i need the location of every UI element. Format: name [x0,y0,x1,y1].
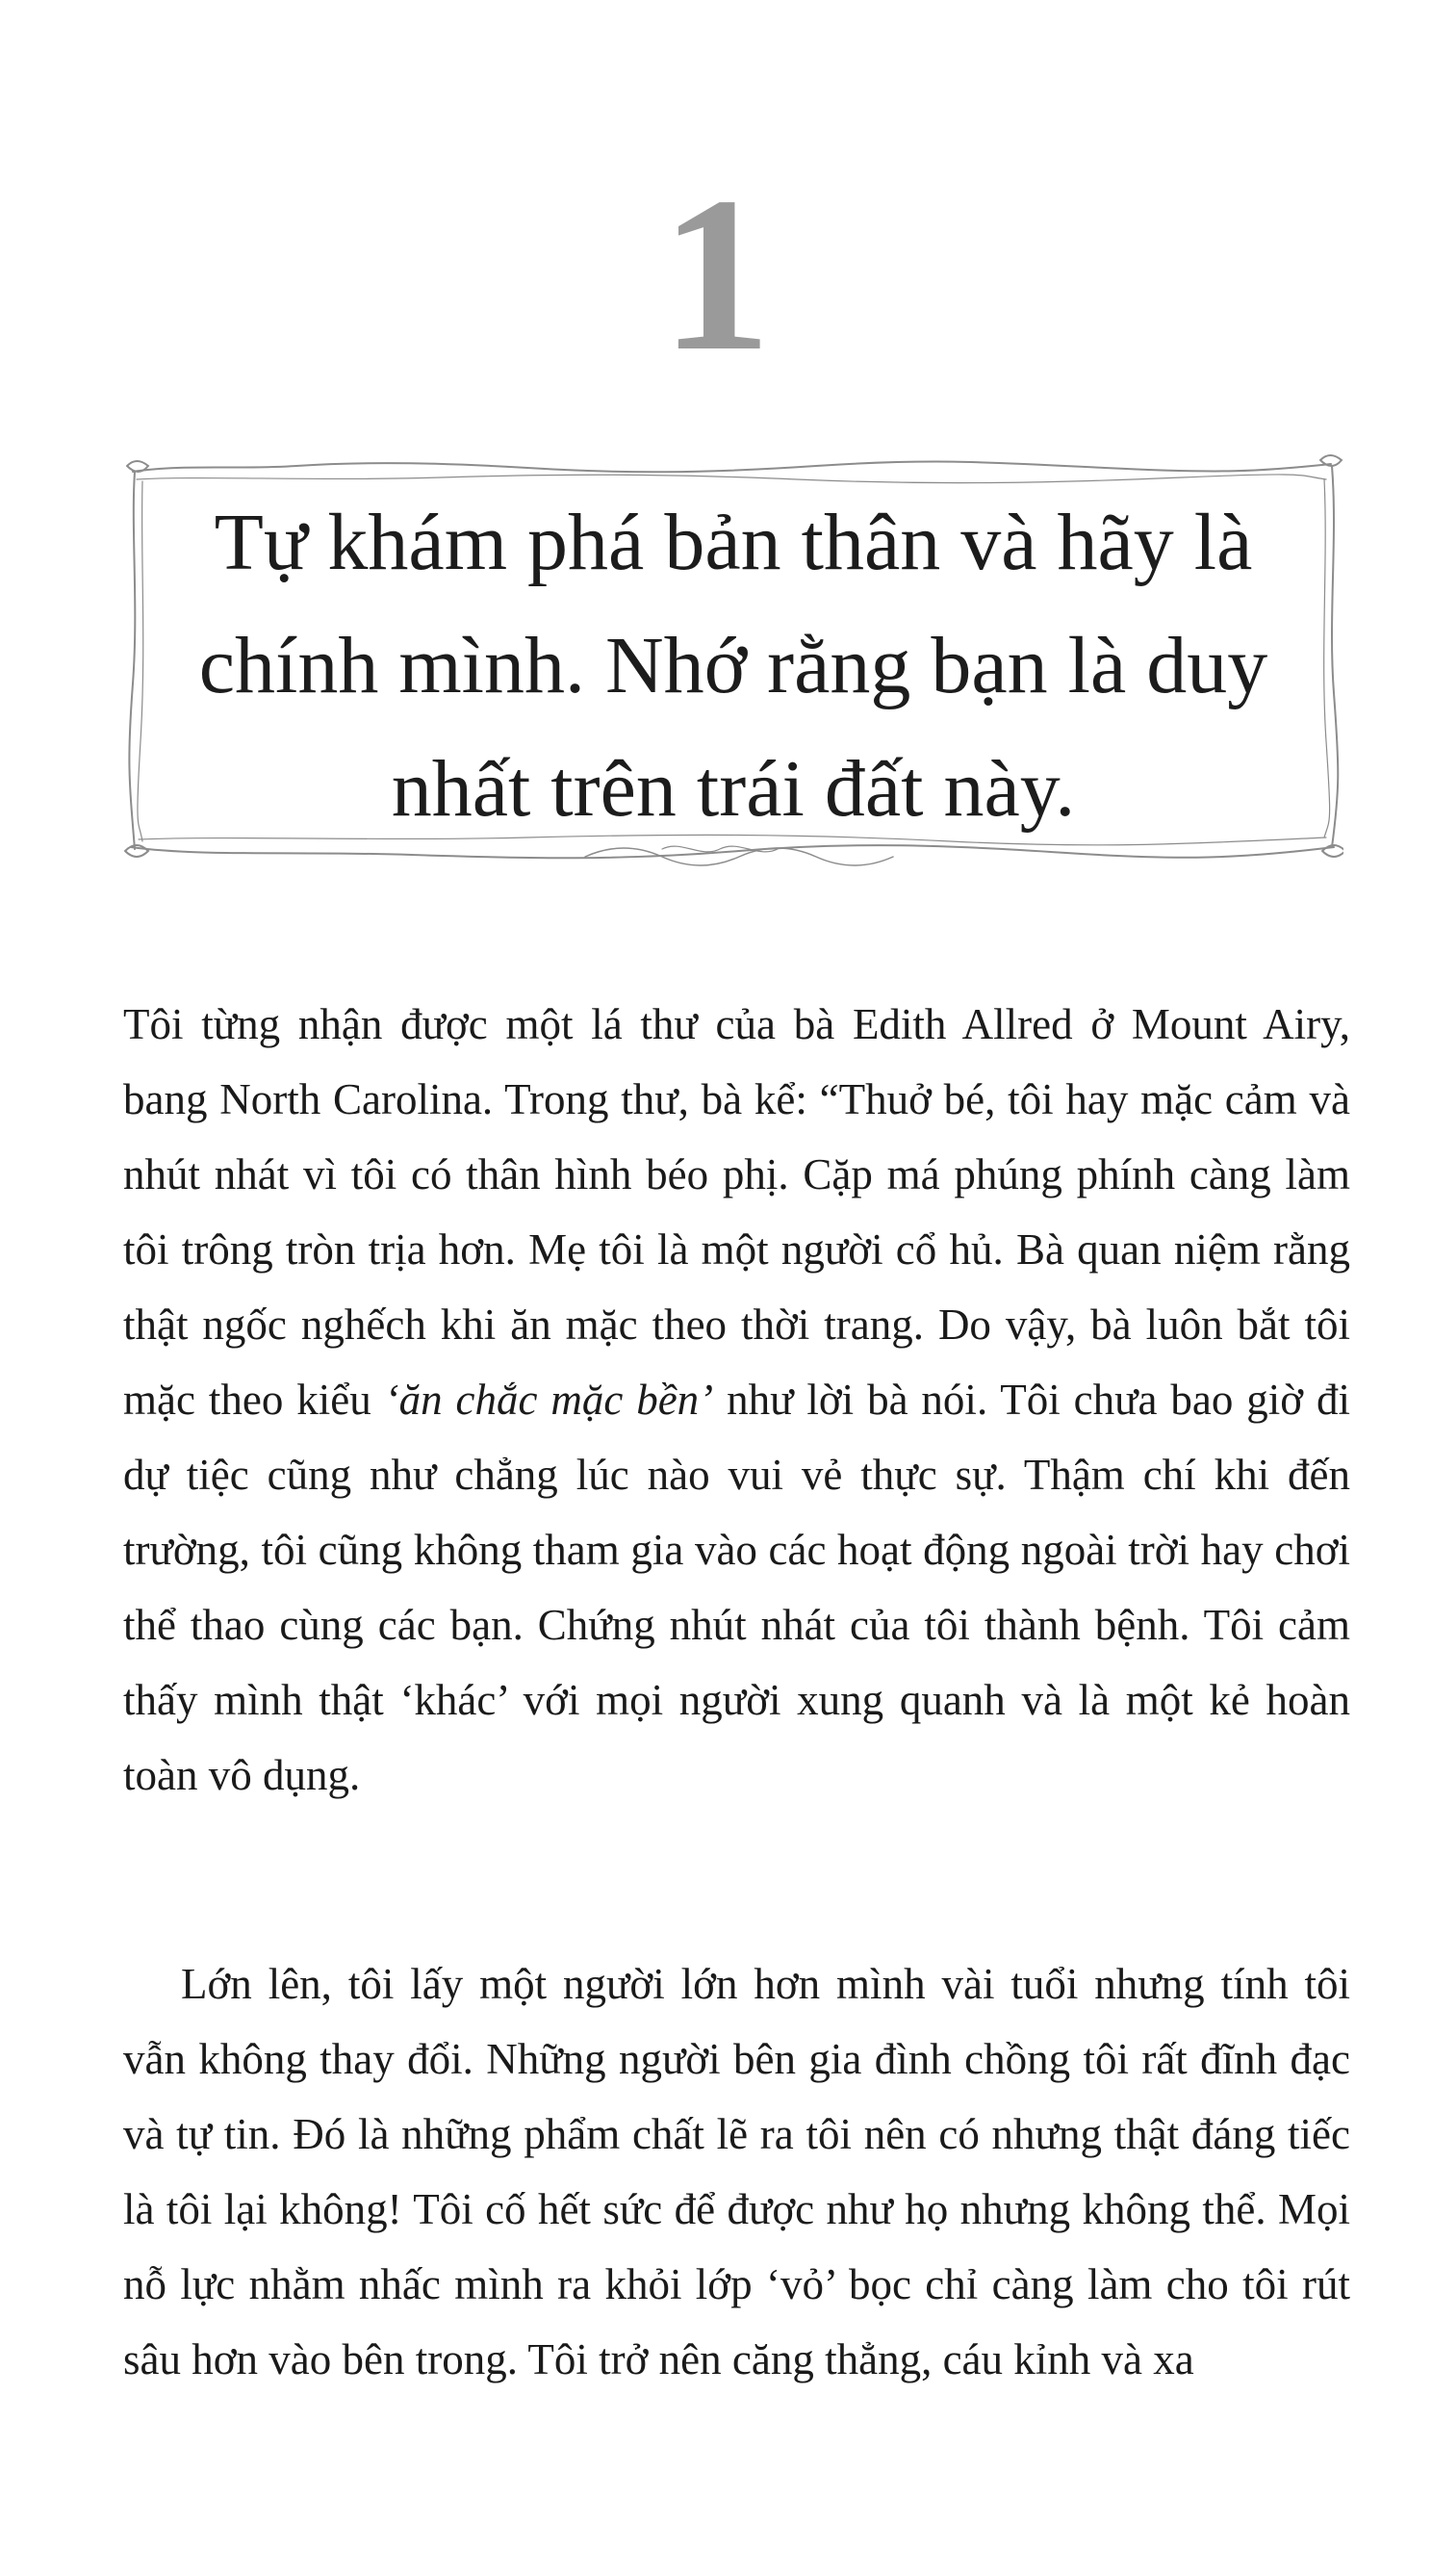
paragraph-1-italic-phrase: ‘ăn chắc mặc bền’ [384,1376,714,1424]
paragraph-1-text-b: như lời bà nói. Tôi chưa bao giờ đi dự tiệc cũng như chẳng lúc nào vui vẻ thực sự. Thậm chí khi đến trường, tôi cũng không tham gia vào các hoạt động ngoài trời hay chơi thể thao cùng các bạn. Chứng nhút nhát của tôi thành bệnh. Tôi cảm thấy mình thật ‘khác’ với mọi người xung quanh và là một kẻ hoàn toàn vô dụng. [123,1376,1350,1799]
paragraph-1 [123,987,1350,1813]
chapter-number: 1 [660,151,772,397]
paragraph-2: Lớn lên, tôi lấy một người lớn hơn mình vài tuổi nhưng tính tôi vẫn không thay đổi. Những người bên gia đình chồng tôi rất đĩnh đạc và tự tin. Đó là những phẩm chất lẽ ra tôi nên có nhưng thật đáng tiếc là tôi lại không! Tôi cố hết sức để được như họ nhưng không thể. Mọi nỗ lực nhằm nhấc mình ra khỏi lớp ‘vỏ’ bọc chỉ càng làm cho tôi rút sâu hơn vào bên trong. Tôi trở nên căng thẳng, cáu kỉnh và xa [123,1960,1350,2383]
chapter-title-quote: Tự khám phá bản thân và hãy là chính mình. Nhớ rằng bạn là duy nhất trên trái đất này. [198,498,1268,834]
quote-frame [123,452,1343,876]
paragraph-1-text-a: Tôi từng nhận được một lá thư của bà Edith Allred ở Mount Airy, bang North Carolina. Trong thư, bà kể: “Thuở bé, tôi hay mặc cảm và nhút nhát vì tôi có thân hình béo phị. Cặp má phúng phính càng làm tôi trông tròn trịa hơn. Mẹ tôi là một người cổ hủ. Bà quan niệm rằng thật ngốc nghếch khi ăn mặc theo thời trang. Do vậy, bà luôn bắt tôi mặc theo kiểu [123,1000,1350,1424]
